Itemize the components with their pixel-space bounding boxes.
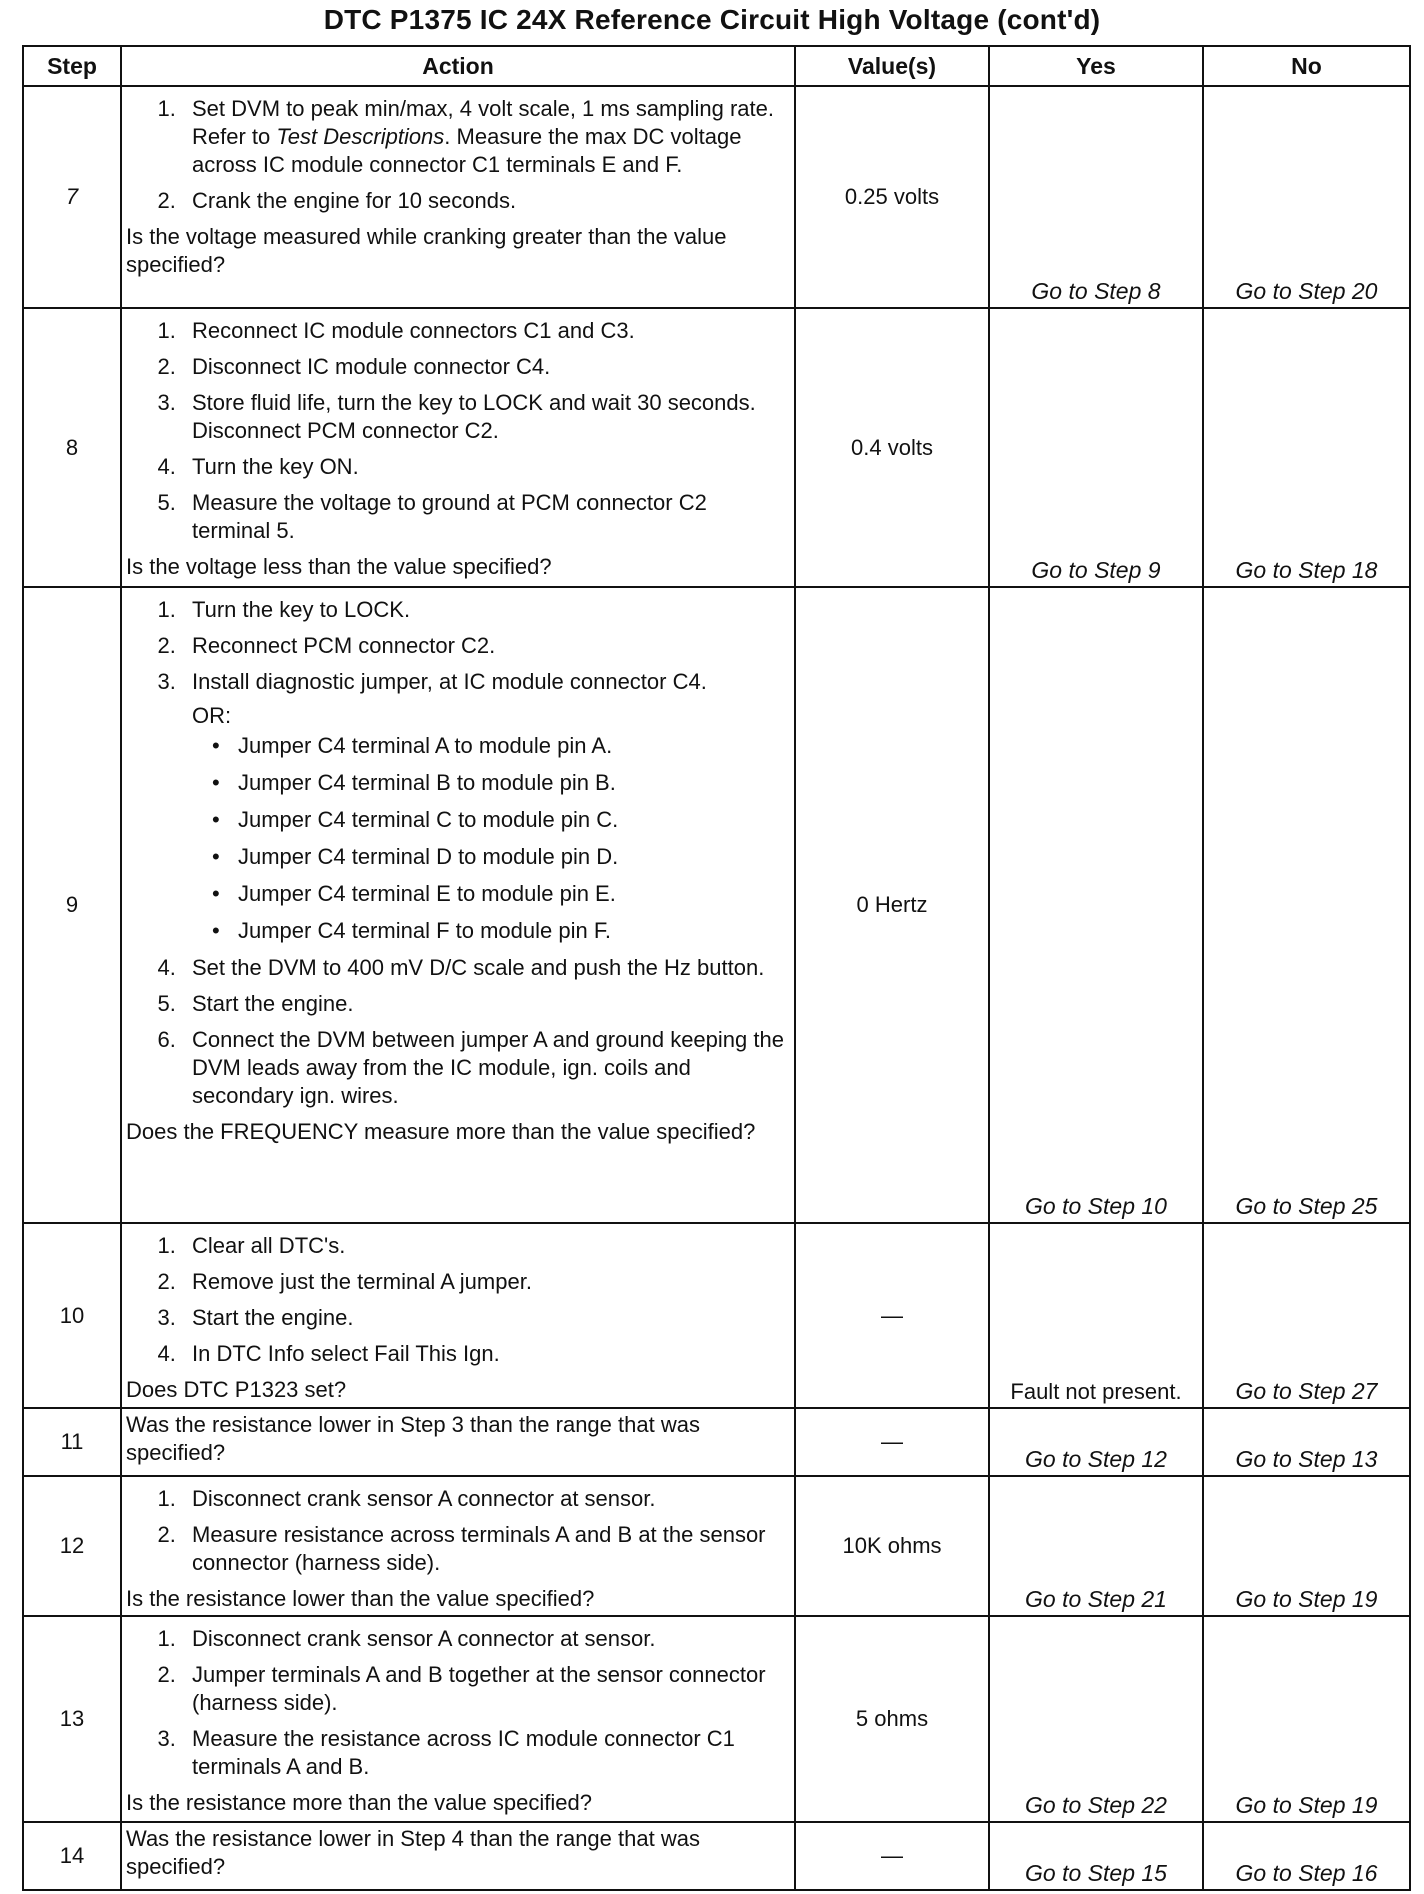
header-no: No (1203, 46, 1410, 86)
header-row (23, 46, 1410, 86)
no-cell: Go to Step 16 (1203, 1822, 1410, 1890)
header-values: Value(s) (795, 46, 989, 86)
no-cell: Go to Step 19 (1203, 1476, 1410, 1616)
instruction-item: 3. Store fluid life, turn the key to LOCK and wait 30 seconds. Disconnect PCM connector C2. (182, 389, 788, 445)
instruction-item: 2. Reconnect PCM connector C2. (182, 632, 788, 660)
action-cell (121, 86, 795, 308)
step-number: 8 (23, 308, 121, 587)
step-number: 10 (23, 1223, 121, 1408)
yes-cell: Go to Step 9 (989, 308, 1203, 587)
no-cell: Go to Step 27 (1203, 1223, 1410, 1408)
step-number: 12 (23, 1476, 121, 1616)
value-cell: — (795, 1822, 989, 1890)
step-number: 13 (23, 1616, 121, 1822)
header-action: Action (121, 46, 795, 86)
instruction-item: 1. Disconnect crank sensor A connector at sensor. (182, 1625, 788, 1653)
question-text: Does the FREQUENCY measure more than the value specified? (126, 1119, 756, 1144)
no-cell: Go to Step 18 (1203, 308, 1410, 587)
yes-cell: Go to Step 21 (989, 1476, 1203, 1616)
instruction-item: 2. Measure resistance across terminals A and B at the sensor connector (harness side). (182, 1521, 788, 1577)
jumper-item: • Jumper C4 terminal B to module pin B. (212, 769, 788, 797)
instruction-list (126, 1232, 788, 1368)
table-row (23, 587, 1410, 1223)
instruction-item: 2. Jumper terminals A and B together at the sensor connector (harness side). (182, 1661, 788, 1717)
value-cell: 10K ohms (795, 1476, 989, 1616)
step-number: 9 (23, 587, 121, 1223)
question-text: Is the resistance more than the value specified? (126, 1790, 592, 1815)
action-cell (121, 1616, 795, 1822)
instruction-item: 1. Reconnect IC module connectors C1 and C3. (182, 317, 788, 345)
value-cell: — (795, 1408, 989, 1476)
instruction-item: 4. Turn the key ON. (182, 453, 788, 481)
instruction-item: 5. Start the engine. (182, 990, 788, 1018)
step-number: 7 (23, 86, 121, 308)
question-text: Is the resistance lower than the value specified? (126, 1586, 595, 1611)
table-row (23, 1476, 1410, 1616)
value-cell: — (795, 1223, 989, 1408)
instruction-list (126, 1485, 788, 1577)
yes-cell: Go to Step 10 (989, 587, 1203, 1223)
yes-cell: Go to Step 12 (989, 1408, 1203, 1476)
jumper-item: • Jumper C4 terminal F to module pin F. (212, 917, 788, 945)
table-row (23, 1223, 1410, 1408)
diagnostic-table (22, 45, 1411, 1891)
instruction-list (126, 1625, 788, 1781)
page-title: DTC P1375 IC 24X Reference Circuit High Voltage (cont'd) (323, 4, 1101, 35)
table-row (23, 308, 1410, 587)
yes-cell: Go to Step 15 (989, 1822, 1203, 1890)
test-descriptions-reference: Test Descriptions (276, 124, 445, 149)
instruction-item: 1. Set DVM to peak min/max, 4 volt scale, 1 ms sampling rate. Refer to Test Descriptions. Measure the max DC voltage across IC module connector C1 terminals E and F. (182, 95, 788, 179)
instruction-item: 2. Remove just the terminal A jumper. (182, 1268, 788, 1296)
instruction-item: 2. Disconnect IC module connector C4. (182, 353, 788, 381)
header-step: Step (23, 46, 121, 86)
instruction-item: 1. Clear all DTC's. (182, 1232, 788, 1260)
no-cell: Go to Step 20 (1203, 86, 1410, 308)
question-text: Is the voltage less than the value specified? (126, 554, 552, 579)
instruction-item: 1. Turn the key to LOCK. (182, 596, 788, 624)
jumper-item: • Jumper C4 terminal C to module pin C. (212, 806, 788, 834)
action-cell (121, 308, 795, 587)
jumper-item: • Jumper C4 terminal A to module pin A. (212, 732, 788, 760)
table-row (23, 1616, 1410, 1822)
jumper-item: • Jumper C4 terminal D to module pin D. (212, 843, 788, 871)
question-text: Does DTC P1323 set? (126, 1377, 347, 1402)
value-cell: 0.25 volts (795, 86, 989, 308)
instruction-list (126, 95, 788, 215)
header-yes: Yes (989, 46, 1203, 86)
instruction-list (126, 317, 788, 545)
value-cell: 0 Hertz (795, 587, 989, 1223)
instruction-item: 5. Measure the voltage to ground at PCM connector C2 terminal 5. (182, 489, 788, 545)
instruction-item: 4. In DTC Info select Fail This Ign. (182, 1340, 788, 1368)
yes-cell: Go to Step 22 (989, 1616, 1203, 1822)
jumper-item: • Jumper C4 terminal E to module pin E. (212, 880, 788, 908)
instruction-item: 3. Start the engine. (182, 1304, 788, 1332)
table-row (23, 1408, 1410, 1476)
yes-cell: Fault not present. (989, 1223, 1203, 1408)
table-row (23, 86, 1410, 308)
question-text: Was the resistance lower in Step 3 than the range that was specified? (126, 1412, 700, 1465)
no-cell: Go to Step 25 (1203, 587, 1410, 1223)
value-cell: 0.4 volts (795, 308, 989, 587)
instruction-item: 3. Install diagnostic jumper, at IC module connector C4. OR: • Jumper C4 terminal A to module pin A. • Jumper C4 terminal B to module pin B. • Jumper C4 terminal C to module pin C. • Jumper C4 terminal D to module pin D. • Jumper C4 terminal E to module pin E. • Jumper C4 terminal F to module pin F. (182, 668, 788, 945)
action-cell (121, 1223, 795, 1408)
instruction-item: 1. Disconnect crank sensor A connector at sensor. (182, 1485, 788, 1513)
instruction-item: 3. Measure the resistance across IC module connector C1 terminals A and B. (182, 1725, 788, 1781)
value-cell: 5 ohms (795, 1616, 989, 1822)
instruction-item: 2. Crank the engine for 10 seconds. (182, 187, 788, 215)
no-cell: Go to Step 19 (1203, 1616, 1410, 1822)
step-number: 14 (23, 1822, 121, 1890)
question-text: Was the resistance lower in Step 4 than the range that was specified? (126, 1826, 700, 1879)
instruction-item: 4. Set the DVM to 400 mV D/C scale and push the Hz button. (182, 954, 788, 982)
instruction-list (126, 596, 788, 1110)
jumper-list (192, 732, 788, 945)
action-cell (121, 587, 795, 1223)
no-cell: Go to Step 13 (1203, 1408, 1410, 1476)
action-cell (121, 1476, 795, 1616)
yes-cell: Go to Step 8 (989, 86, 1203, 308)
or-label: OR: (192, 703, 232, 728)
action-cell (121, 1822, 795, 1890)
table-row (23, 1822, 1410, 1890)
instruction-item: 6. Connect the DVM between jumper A and ground keeping the DVM leads away from the IC module, ign. coils and secondary ign. wires. (182, 1026, 788, 1110)
action-cell (121, 1408, 795, 1476)
step-number: 11 (23, 1408, 121, 1476)
question-text: Is the voltage measured while cranking greater than the value specified? (126, 224, 727, 277)
